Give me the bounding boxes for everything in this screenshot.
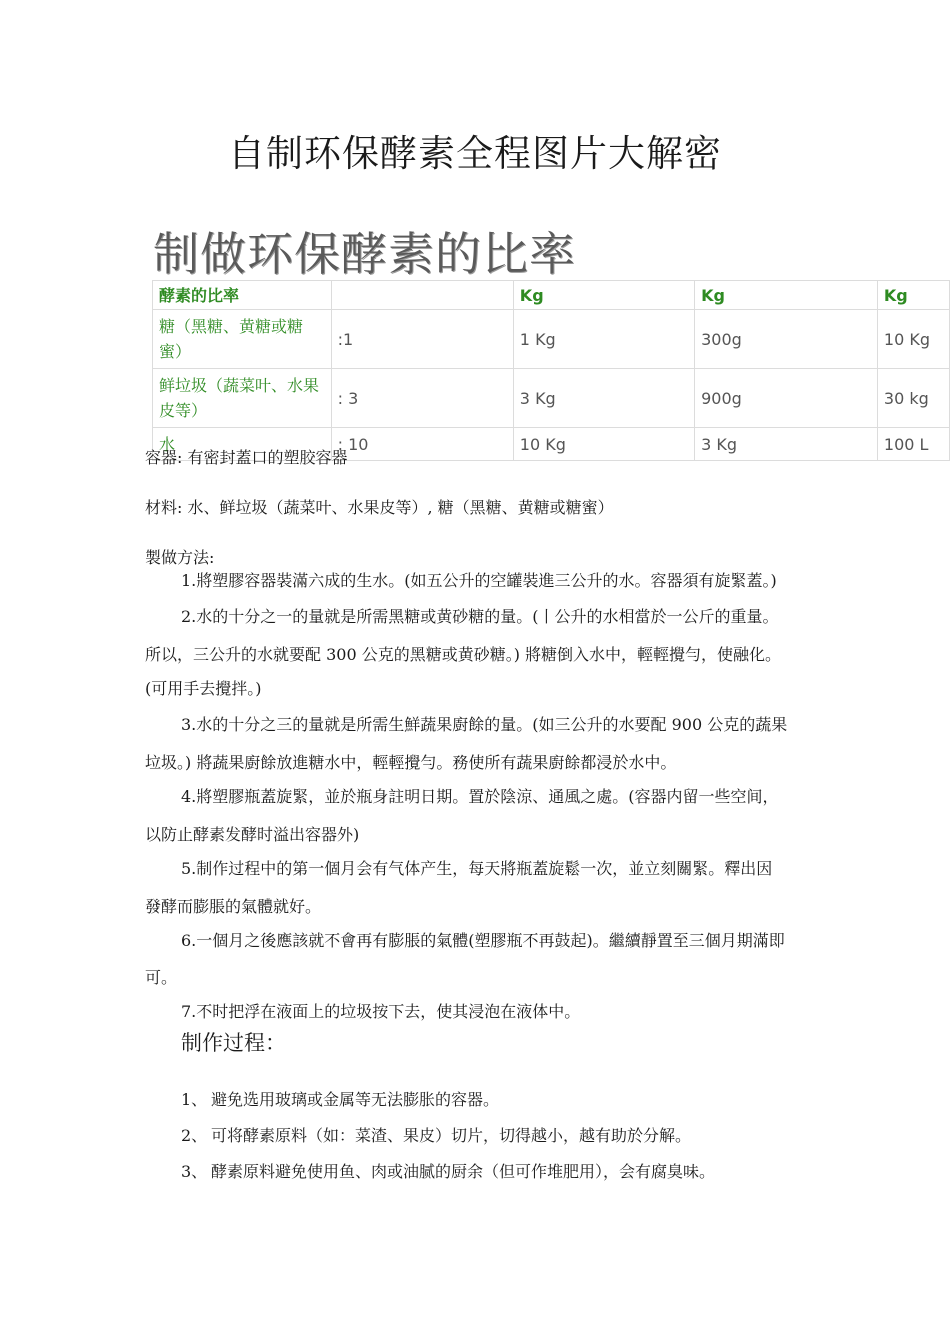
ratio-cell: 30 kg xyxy=(877,369,949,428)
step-5: 5.制作过程中的第一個月会有气体产生，每天將瓶蓋旋鬆一次，並立刻關緊。釋出因 xyxy=(181,859,773,878)
note-number: 2、 xyxy=(181,1126,208,1145)
note-item xyxy=(181,1159,715,1182)
ratio-header-cell xyxy=(331,281,513,310)
ratio-table-row xyxy=(153,310,950,369)
ratio-row-label: 鲜垃圾（蔬菜叶、水果皮等） xyxy=(153,369,332,428)
ratio-cell: 10 Kg xyxy=(877,310,949,369)
ratio-header-cell: Kg xyxy=(695,281,878,310)
note-number: 3、 xyxy=(181,1162,208,1181)
step-2: 2.水的十分之一的量就是所需黑糖或黄砂糖的量。(丨公升的水相當於一公斤的重量。 xyxy=(181,607,779,626)
step-2-continued: 所以，三公升的水就要配 300 公克的黑糖或黄砂糖。) 將糖倒入水中，輕輕攪勻，使融化。 xyxy=(145,645,782,664)
note-text: 避免选用玻璃或金属等无法膨胀的容器。 xyxy=(211,1090,500,1109)
ratio-row-label: 水 xyxy=(153,428,332,461)
step-6-continued: 可。 xyxy=(145,968,178,987)
step-7: 7.不时把浮在液面上的垃圾按下去，使其浸泡在液体中。 xyxy=(181,1002,581,1021)
note-item xyxy=(181,1087,499,1110)
ratio-cell: :1 xyxy=(331,310,513,369)
ratio-cell: 300g xyxy=(695,310,878,369)
ratio-table-header-row xyxy=(153,281,950,310)
step-4-continued: 以防止酵素发酵时溢出容器外) xyxy=(145,825,360,844)
ratio-table-row xyxy=(153,369,950,428)
materials-line: 材料: 水、鲜垃圾（蔬菜叶、水果皮等）, 糖（黑糖、黄糖或糖蜜） xyxy=(145,498,614,517)
step-6: 6.一個月之後應該就不會再有膨脹的氣體(塑膠瓶不再鼓起)。繼續靜置至三個月期滿即 xyxy=(181,931,785,950)
ratio-cell: 100 L xyxy=(877,428,949,461)
step-3: 3.水的十分之三的量就是所需生鮮蔬果廚餘的量。(如三公升的水要配 900 公克的蔬果 xyxy=(181,715,788,734)
ratio-header-cell: Kg xyxy=(513,281,694,310)
note-text: 可将酵素原料（如：菜渣、果皮）切片，切得越小，越有助於分解。 xyxy=(211,1126,692,1145)
document-title: 自制环保酵素全程图片大解密 xyxy=(228,131,722,175)
ratio-cell: 1 Kg xyxy=(513,310,694,369)
step-1: 1.將塑膠容器裝滿六成的生水。(如五公升的空罐裝進三公升的水。容器須有旋緊蓋。) xyxy=(181,571,777,590)
ratio-image-heading: 制做环保酵素的比率 xyxy=(153,227,576,281)
ratio-header-cell: Kg xyxy=(877,281,949,310)
ratio-cell: : 10 xyxy=(331,428,513,461)
note-item xyxy=(181,1123,691,1146)
ratio-table xyxy=(152,280,950,461)
ratio-cell: 900g xyxy=(695,369,878,428)
ratio-header-cell: 酵素的比率 xyxy=(153,281,332,310)
step-4: 4.將塑膠瓶蓋旋緊，並於瓶身註明日期。置於陰涼、通風之處。(容器内留一些空间， xyxy=(181,787,779,806)
ratio-cell: 10 Kg xyxy=(513,428,694,461)
note-text: 酵素原料避免使用鱼、肉或油腻的厨余（但可作堆肥用），会有腐臭味。 xyxy=(211,1162,716,1181)
ratio-cell: 3 Kg xyxy=(513,369,694,428)
container-line: 容器: 有密封蓋口的塑胶容器 xyxy=(145,448,348,467)
process-heading: 制作过程： xyxy=(181,1031,286,1055)
method-label: 製做方法: xyxy=(145,548,215,567)
ratio-image xyxy=(145,210,950,465)
step-5-continued: 發酵而膨脹的氣體就好。 xyxy=(145,897,322,916)
step-3-continued: 垃圾。) 將蔬果廚餘放進糖水中，輕輕攪勻。務使所有蔬果廚餘都浸於水中。 xyxy=(145,753,677,772)
ratio-row-label: 糖（黑糖、黄糖或糖蜜） xyxy=(153,310,332,369)
note-number: 1、 xyxy=(181,1090,208,1109)
ratio-cell: 3 Kg xyxy=(695,428,878,461)
step-2-continued: (可用手去攪拌。) xyxy=(145,679,262,698)
ratio-cell: : 3 xyxy=(331,369,513,428)
